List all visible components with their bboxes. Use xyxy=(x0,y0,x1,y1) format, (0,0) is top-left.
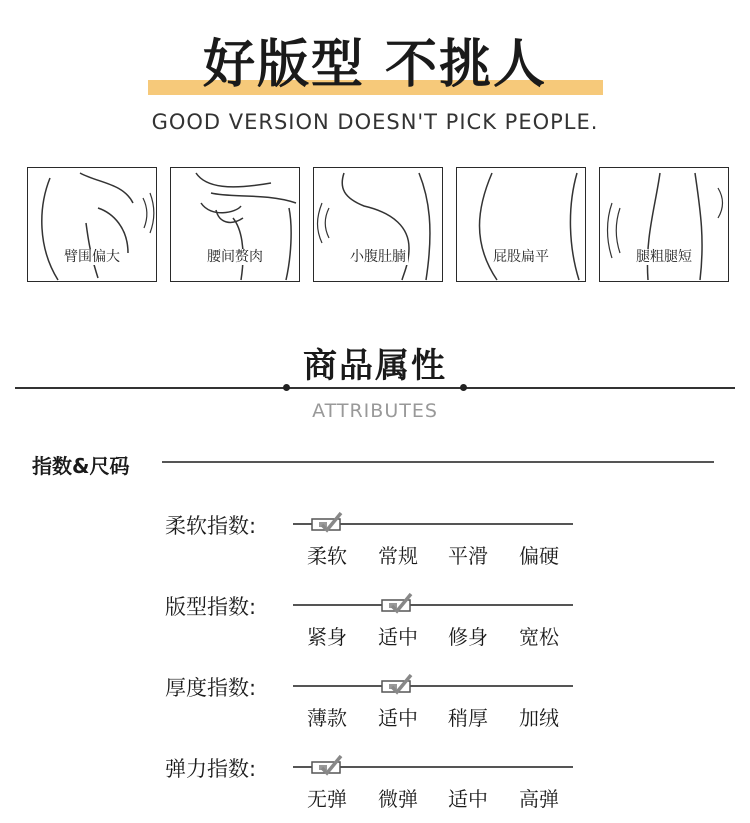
divider-dot xyxy=(283,384,290,391)
index-scale-line xyxy=(293,604,573,606)
index-row-label: 柔软指数: xyxy=(165,514,257,538)
selected-check-icon xyxy=(380,592,414,616)
index-section-divider xyxy=(162,461,714,463)
index-option: 薄款 xyxy=(307,706,347,730)
index-section-title: 指数&尺码 xyxy=(32,454,130,478)
divider-dot xyxy=(460,384,467,391)
problem-label: 小腹肚腩 xyxy=(350,249,406,265)
problem-card-leg xyxy=(599,167,729,282)
index-option: 适中 xyxy=(448,787,488,811)
index-option: 无弹 xyxy=(307,787,347,811)
selected-check-icon xyxy=(310,754,344,778)
problem-label: 臂围偏大 xyxy=(64,249,120,265)
selected-check-icon xyxy=(380,673,414,697)
problem-card-belly xyxy=(313,167,443,282)
index-option: 适中 xyxy=(378,706,418,730)
problem-card-arm xyxy=(27,167,157,282)
problem-card-waist xyxy=(170,167,300,282)
index-option: 宽松 xyxy=(519,625,559,649)
attributes-subtitle: ATTRIBUTES xyxy=(312,400,438,422)
problem-card-hip xyxy=(456,167,586,282)
index-option: 常规 xyxy=(378,544,418,568)
index-option: 加绒 xyxy=(519,706,559,730)
problem-label: 屁股扁平 xyxy=(493,249,549,265)
attributes-divider xyxy=(15,387,735,389)
selected-check-icon xyxy=(310,511,344,535)
problem-label: 腿粗腿短 xyxy=(636,249,692,265)
index-option: 紧身 xyxy=(307,625,347,649)
index-option: 适中 xyxy=(378,625,418,649)
index-row-label: 厚度指数: xyxy=(165,676,257,700)
index-option: 平滑 xyxy=(448,544,488,568)
attributes-title: 商品属性 xyxy=(303,346,447,386)
problem-label: 腰间赘肉 xyxy=(207,249,263,265)
index-option: 高弹 xyxy=(519,787,559,811)
index-option: 稍厚 xyxy=(448,706,488,730)
index-option: 偏硬 xyxy=(519,544,559,568)
page-subtitle: GOOD VERSION DOESN'T PICK PEOPLE. xyxy=(151,110,599,134)
index-option: 微弹 xyxy=(378,787,418,811)
page-title: 好版型 不挑人 xyxy=(202,35,548,95)
index-scale-line xyxy=(293,685,573,687)
index-option: 修身 xyxy=(448,625,488,649)
index-row-label: 版型指数: xyxy=(165,595,257,619)
index-row-label: 弹力指数: xyxy=(165,757,257,781)
index-option: 柔软 xyxy=(307,544,347,568)
